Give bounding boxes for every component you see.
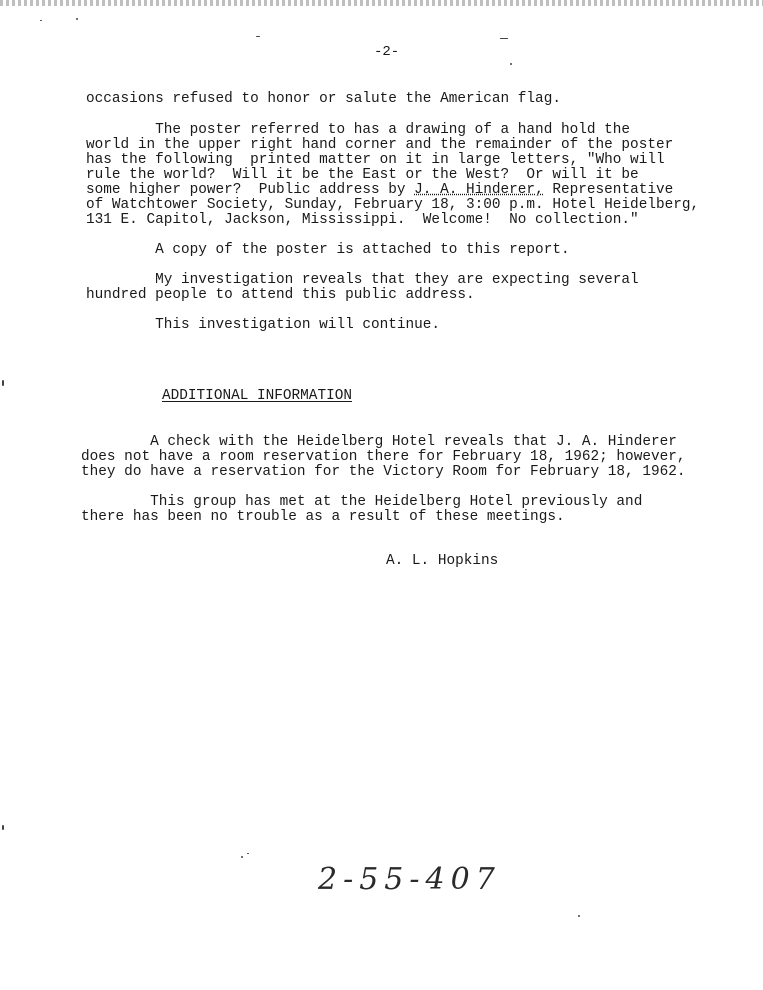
scan-speck [578,915,580,917]
paragraph-line: has the following printed matter on it in large letters, "Who will [86,152,665,168]
paragraph-line: they do have a reservation for the Victory Room for February 18, 1962. [81,464,686,480]
paragraph-line: The poster referred to has a drawing of a hand hold the [86,122,631,138]
signature: A. L. Hopkins [386,553,499,569]
scan-speck [247,853,249,854]
paragraph-line: This investigation will continue. [86,317,441,333]
handwritten-file-number: 2-55-407 [318,862,501,897]
paragraph-line: there has been no trouble as a result of these meetings. [81,509,565,525]
paragraph-line: My investigation reveals that they are expecting several [86,272,639,288]
scan-speck [510,63,512,65]
paragraph-line: of Watchtower Society, Sunday, February 18, 3:00 p.m. Hotel Heidelberg, [86,197,700,213]
scan-edge [0,0,763,6]
paragraph-line: This group has met at the Heidelberg Hotel previously and [81,494,643,510]
paragraph-line: does not have a room reservation there for February 18, 1962; however, [81,449,686,465]
paragraph-line: A copy of the poster is attached to this report. [86,242,570,258]
scan-speck [2,380,4,386]
paragraph-line: hundred people to attend this public address. [86,287,475,303]
scan-speck [500,38,508,39]
scan-speck [256,36,260,37]
scan-speck [40,20,42,21]
line-prefix: some higher power? Public address by [86,182,415,198]
paragraph-line: world in the upper right hand corner and the remainder of the poster [86,137,674,153]
paragraph-line: 131 E. Capitol, Jackson, Mississippi. Welcome! No collection." [86,212,639,228]
paragraph-line: occasions refused to honor or salute the American flag. [86,91,561,107]
paragraph-line: A check with the Heidelberg Hotel reveals that J. A. Hinderer [81,434,677,450]
line-suffix: Representative [543,182,674,198]
paragraph-line: rule the world? Will it be the East or the West? Or will it be [86,167,639,183]
scan-speck [76,18,78,20]
section-heading: ADDITIONAL INFORMATION [162,388,352,404]
scan-speck [241,856,243,858]
underlined-name: J. A. Hinderer, [414,182,544,198]
paragraph-line [86,183,673,198]
page-number: -2- [374,44,400,60]
scan-speck [2,825,4,830]
